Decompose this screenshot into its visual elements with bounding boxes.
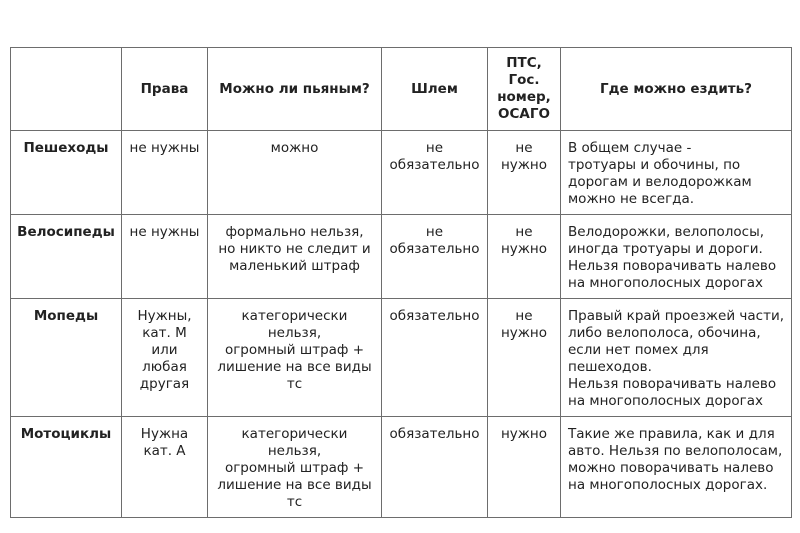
table-row xyxy=(11,215,792,299)
table-row xyxy=(11,299,792,417)
row-mopeds-drunk: категорически нельзя, огромный штраф + лишение на все виды тс xyxy=(208,299,382,417)
row-pedestrians-license: не нужны xyxy=(122,131,208,215)
row-bicycles-docs: не нужно xyxy=(488,215,561,299)
header-drunk xyxy=(208,48,382,131)
header-where xyxy=(561,48,792,131)
row-motorcycles-license: Нужна кат. А xyxy=(122,417,208,518)
table-row xyxy=(11,131,792,215)
row-motorcycles-helmet: обязательно xyxy=(382,417,488,518)
row-pedestrians-drunk: можно xyxy=(208,131,382,215)
row-pedestrians-docs: не нужно xyxy=(488,131,561,215)
row-motorcycles-drunk: категорически нельзя, огромный штраф + лишение на все виды тс xyxy=(208,417,382,518)
row-bicycles-helmet: не обязательно xyxy=(382,215,488,299)
header-documents-text: ПТС, Гос. номер, ОСАГО xyxy=(497,55,551,122)
row-pedestrians-label: Пешеходы xyxy=(11,131,122,215)
rules-comparison-table xyxy=(10,47,792,518)
rules-table-wrapper xyxy=(10,47,792,518)
header-license xyxy=(122,48,208,131)
row-mopeds-docs: не нужно xyxy=(488,299,561,417)
row-pedestrians-helmet: не обязательно xyxy=(382,131,488,215)
header-where-text: Где можно ездить? xyxy=(600,80,752,97)
row-bicycles-license: не нужны xyxy=(122,215,208,299)
header-helmet-text: Шлем xyxy=(411,80,458,97)
table-row xyxy=(11,417,792,518)
row-mopeds-license: Нужны, кат. М или любая другая xyxy=(122,299,208,417)
row-bicycles-where: Велодорожки, велополосы, иногда тротуары и дороги. Нельзя поворачивать налево на многополосных дорогах xyxy=(561,215,792,299)
row-mopeds-helmet: обязательно xyxy=(382,299,488,417)
row-mopeds-where: Правый край проезжей части, либо велополоса, обочина, если нет помех для пешеходов. Нельзя поворачивать налево на многополосных дорогах xyxy=(561,299,792,417)
row-pedestrians-where: В общем случае - тротуары и обочины, по дорогам и велодорожкам можно не всегда. xyxy=(561,131,792,215)
header-row xyxy=(11,48,792,131)
row-bicycles-drunk: формально нельзя, но никто не следит и маленький штраф xyxy=(208,215,382,299)
row-bicycles-label: Велосипеды xyxy=(11,215,122,299)
row-motorcycles-docs: нужно xyxy=(488,417,561,518)
header-drunk-text: Можно ли пьяным? xyxy=(219,80,370,97)
row-motorcycles-where: Такие же правила, как и для авто. Нельзя по велополосам, можно поворачивать налево на многополосных дорогах. xyxy=(561,417,792,518)
row-mopeds-label: Мопеды xyxy=(11,299,122,417)
header-corner-cell xyxy=(11,48,122,131)
header-license-text: Права xyxy=(140,80,189,97)
header-documents xyxy=(488,48,561,131)
header-helmet xyxy=(382,48,488,131)
row-motorcycles-label: Мотоциклы xyxy=(11,417,122,518)
header-corner-text xyxy=(11,83,121,95)
